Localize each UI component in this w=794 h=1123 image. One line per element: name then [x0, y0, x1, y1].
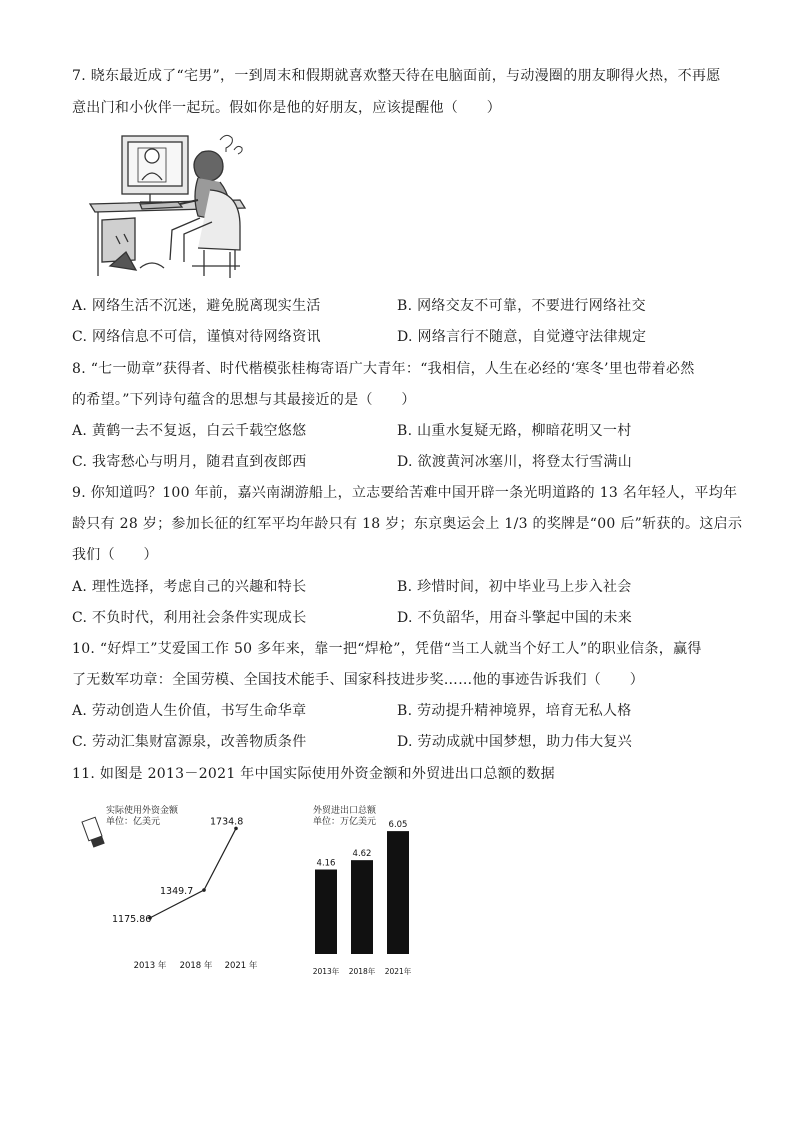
chart2-value-label-1: 4.62 — [352, 849, 372, 860]
chart1-value-label-1: 1349.7 — [160, 886, 194, 898]
chart1-category-label-0: 2013 年 — [133, 961, 167, 971]
chart2-bar-1 — [351, 860, 373, 954]
q9-option-b[interactable]: B. 珍惜时间，初中毕业马上步入社会 — [397, 579, 632, 595]
q8-option-c[interactable]: C. 我寄愁心与明月，随君直到夜郎西 — [72, 454, 307, 470]
q9-option-c[interactable]: C. 不负时代，利用社会条件实现成长 — [72, 610, 307, 626]
q9-stem-line3: 我们（ ） — [72, 547, 158, 563]
chart2-unit: 单位：万亿美元 — [313, 817, 377, 827]
q9-stem-line1: 9. 你知道吗？100 年前，嘉兴南湖游船上，立志要给苦难中国开辟一条光明道路的 13 名年轻人，平均年 — [72, 485, 738, 501]
chart2-bar-0 — [315, 870, 337, 955]
chart1-title: 实际使用外资金额 — [106, 806, 179, 816]
chart2-title: 外贸进出口总额 — [313, 806, 377, 816]
q7-stem-line1: 7. 晓东最近成了“宅男”，一到周末和假期就喜欢整天待在电脑面前，与动漫圈的朋友聊得火热，不再愿 — [72, 68, 721, 84]
q7-option-c[interactable]: C. 网络信息不可信，谨慎对待网络资讯 — [72, 329, 321, 345]
q7-option-b[interactable]: B. 网络交友不可靠，不要进行网络社交 — [397, 298, 646, 314]
chart2-value-label-2: 6.05 — [388, 820, 408, 831]
chart2-category-label-1: 2018年 — [348, 967, 376, 976]
chart1-value-label-2: 1734.8 — [210, 816, 244, 828]
q8-option-a[interactable]: A. 黄鹤一去不复返，白云千载空悠悠 — [72, 423, 307, 439]
q11-stem-line1: 11. 如图是 2013－2021 年中国实际使用外资金额和外贸进出口总额的数据 — [72, 766, 555, 782]
chart1-point-1 — [202, 888, 206, 892]
chart1-series-line — [150, 828, 236, 917]
q8-stem-line2: 的希望。”下列诗句蕴含的思想与其最接近的是（ ） — [72, 392, 416, 408]
q9-stem-line2: 龄只有 28 岁；参加长征的红军平均年龄只有 18 岁；东京奥运会上 1/3 的奖牌是“00 后”斩获的。这启示 — [72, 516, 743, 532]
q10-option-b[interactable]: B. 劳动提升精神境界，培育无私人格 — [397, 703, 632, 719]
chart1-value-label-0: 1175.86 — [112, 913, 152, 925]
boy-at-computer-illustration — [80, 130, 250, 282]
q7-option-a[interactable]: A. 网络生活不沉迷，避免脱离现实生活 — [72, 298, 321, 314]
chart1-decoration-icon — [82, 817, 105, 848]
chart2-category-label-2: 2021年 — [384, 967, 412, 976]
chart1-unit: 单位：亿美元 — [106, 817, 161, 827]
q9-option-a[interactable]: A. 理性选择，考虑自己的兴趣和特长 — [72, 579, 307, 595]
q10-option-a[interactable]: A. 劳动创造人生价值，书写生命华章 — [72, 703, 307, 719]
chart1-category-label-2: 2021 年 — [224, 961, 258, 971]
q10-option-c[interactable]: C. 劳动汇集财富源泉，改善物质条件 — [72, 734, 307, 750]
chart2-category-label-0: 2013年 — [312, 967, 340, 976]
chart1-category-label-1: 2018 年 — [179, 961, 213, 971]
q9-option-d[interactable]: D. 不负韶华，用奋斗擎起中国的未来 — [397, 610, 633, 626]
q10-stem-line1: 10. “好焊工”艾爱国工作 50 多年来，靠一把“焊枪”，凭借“当工人就当个好工人”的职业信条，赢得 — [72, 641, 702, 657]
chart2-value-label-0: 4.16 — [316, 858, 336, 869]
foreign-trade-bar-chart — [305, 800, 425, 985]
q10-stem-line2: 了无数军功章：全国劳模、全国技术能手、国家科技进步奖……他的事迹告诉我们（ ） — [72, 672, 644, 688]
q7-option-d[interactable]: D. 网络言行不随意，自觉遵守法律规定 — [397, 329, 647, 345]
chart2-bar-2 — [387, 831, 409, 954]
q8-option-b[interactable]: B. 山重水复疑无路，柳暗花明又一村 — [397, 423, 632, 439]
q8-stem-line1: 8. “七一勋章”获得者、时代楷模张桂梅寄语广大青年：“我相信，人生在必经的‘寒冬’里也带着必然 — [72, 361, 695, 377]
q10-option-d[interactable]: D. 劳动成就中国梦想，助力伟大复兴 — [397, 734, 633, 750]
q8-option-d[interactable]: D. 欲渡黄河冰塞川，将登太行雪满山 — [397, 454, 633, 470]
q7-stem-line2: 意出门和小伙伴一起玩。假如你是他的好朋友，应该提醒他（ ） — [72, 100, 501, 116]
foreign-investment-line-chart — [76, 800, 276, 980]
